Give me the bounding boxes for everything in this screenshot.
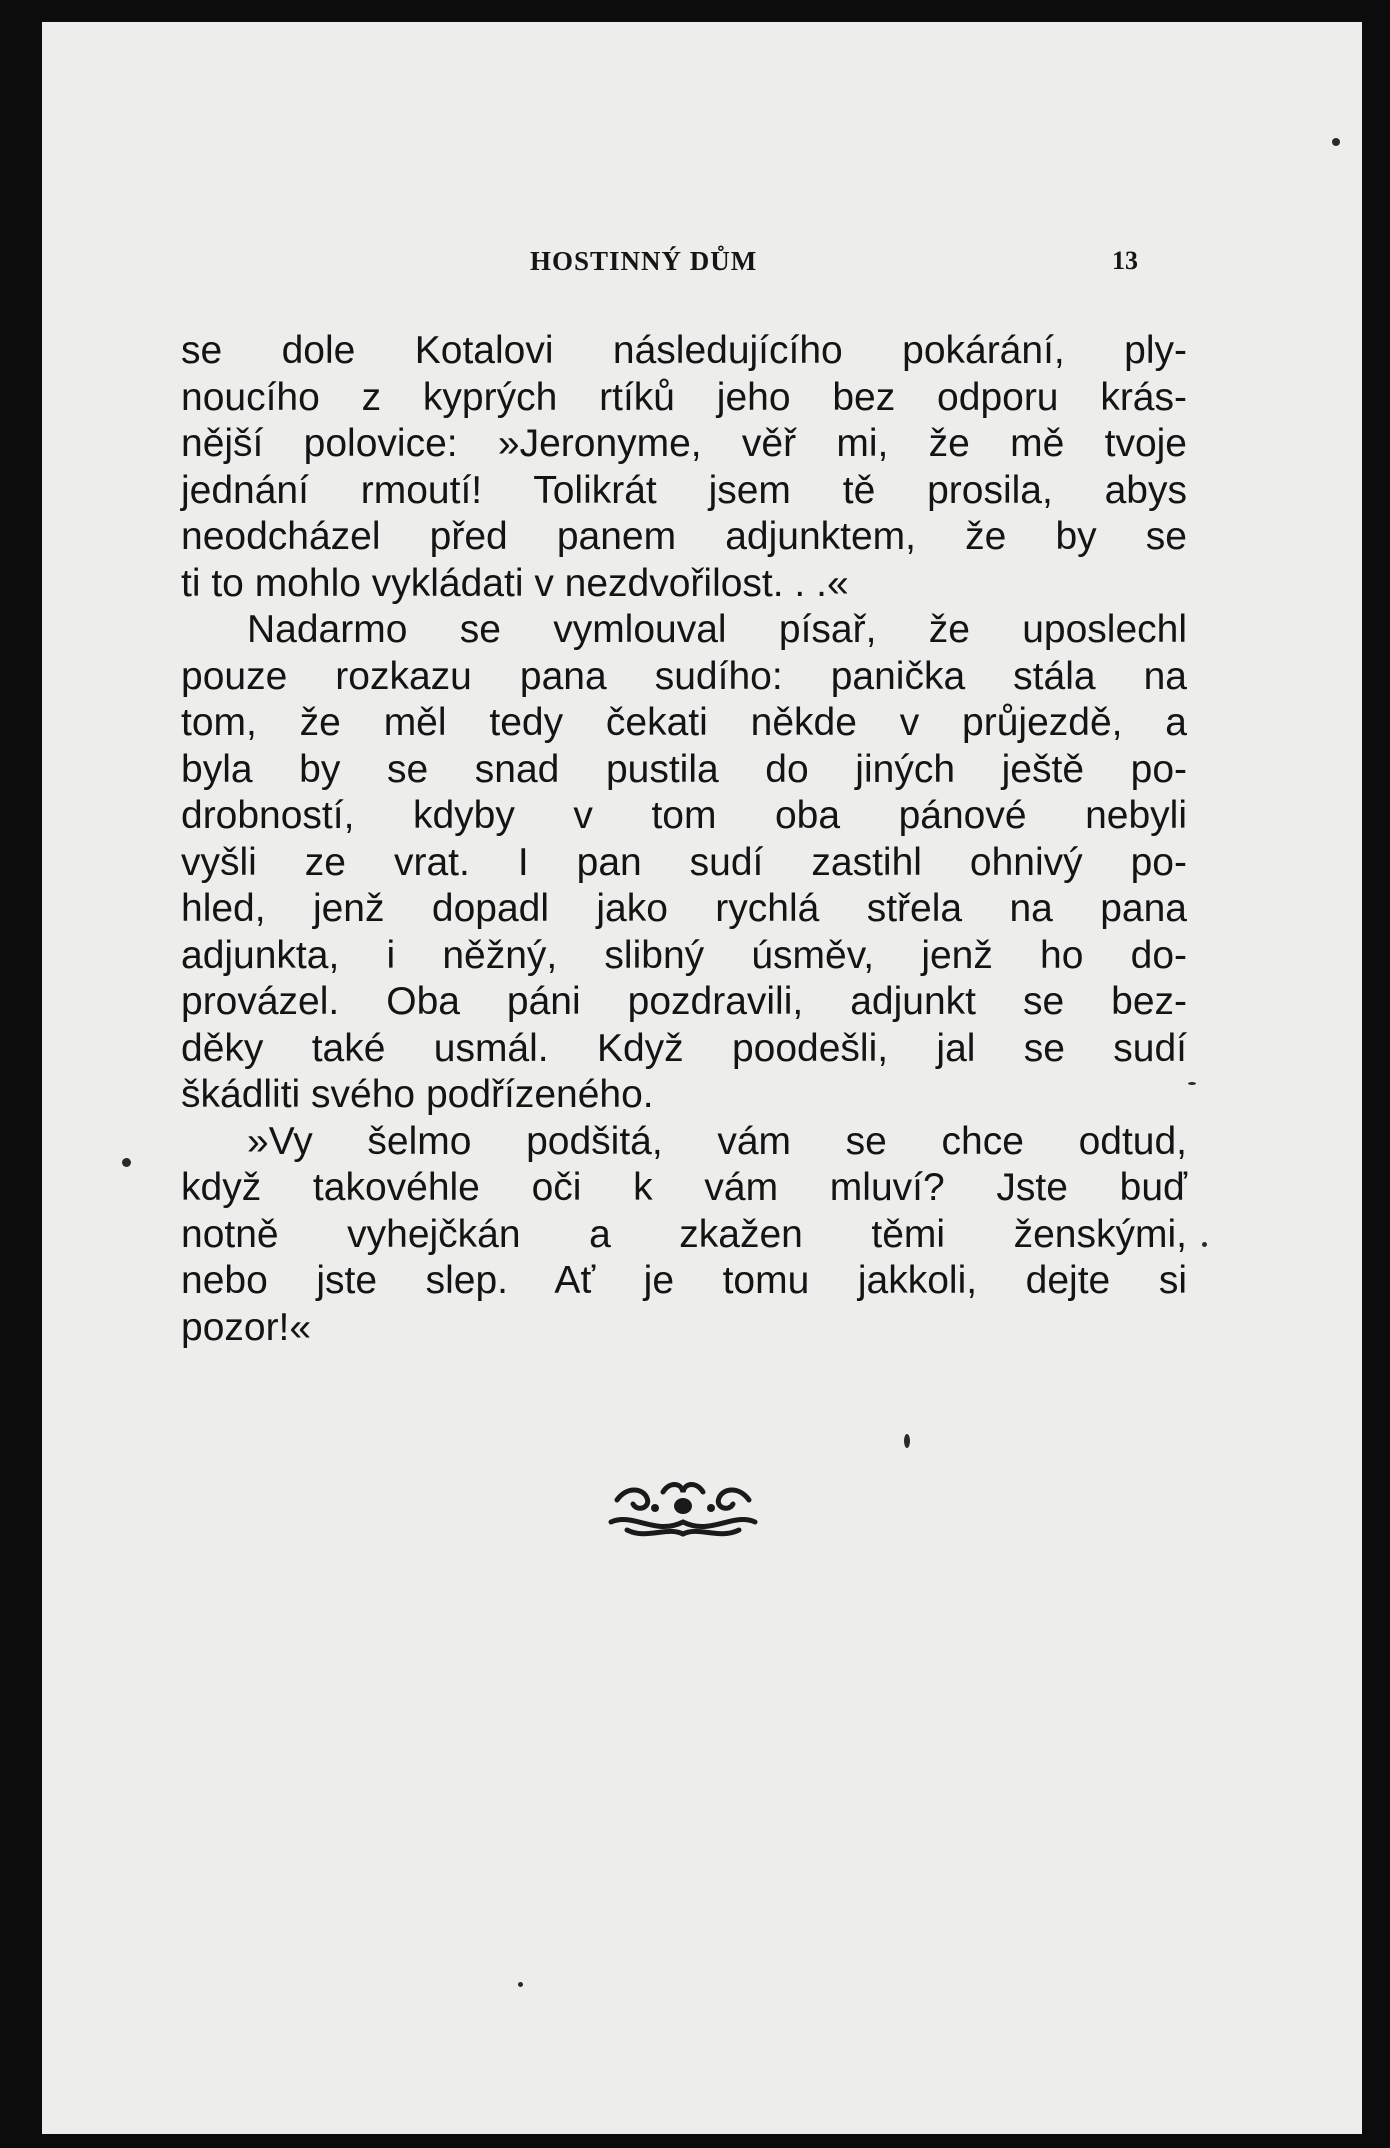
text-line: nější polovice: »Jeronyme, věř mi, že mě tvoje	[181, 422, 1187, 465]
dust-speck	[1202, 1242, 1207, 1247]
dust-speck	[518, 1982, 523, 1987]
text-line: byla by se snad pustila do jiných ještě po-	[181, 747, 1187, 791]
book-page	[42, 22, 1362, 2134]
running-head	[42, 246, 1362, 276]
decorative-ornament-icon	[603, 1478, 763, 1542]
text-line: Nadarmo se vymlouval písař, že uposlechl	[247, 608, 1187, 651]
text-line: pozor!«	[181, 1305, 312, 1349]
text-line: děky také usmál. Když poodešli, jal se sudí	[181, 1026, 1187, 1070]
paragraph-2	[181, 607, 1187, 1119]
paragraph-3	[181, 1119, 1187, 1352]
dust-speck	[904, 1434, 910, 1448]
text-line: tom, že měl tedy čekati někde v průjezdě, a	[181, 701, 1187, 744]
text-line: vyšli ze vrat. I pan sudí zastihl ohnivý po-	[181, 840, 1187, 884]
text-line: notně vyhejčkán a zkažen těmi ženskými,	[181, 1212, 1187, 1256]
text-line: se dole Kotalovi následujícího pokárání, ply-	[181, 329, 1187, 372]
text-line: nebo jste slep. Ať je tomu jakkoli, dejte si	[181, 1259, 1187, 1302]
text-line: škádliti svého podřízeného.	[181, 1073, 654, 1116]
body-text	[181, 328, 1187, 1351]
text-line: ti to mohlo vykládati v nezdvořilost. . .«	[181, 561, 849, 605]
text-line: provázel. Oba páni pozdravili, adjunkt se bez-	[181, 980, 1187, 1023]
paragraph-1	[181, 328, 1187, 607]
text-line: neodcházel před panem adjunktem, že by se	[181, 515, 1187, 558]
running-head-title: HOSTINNÝ DŮM	[530, 246, 758, 276]
text-line: když takovéhle oči k vám mluví? Jste buď	[181, 1166, 1187, 1209]
text-line: pouze rozkazu pana sudího: panička stála na	[181, 654, 1187, 698]
dust-speck	[1332, 138, 1340, 146]
dust-speck	[1188, 1082, 1196, 1085]
text-line: »Vy šelmo podšitá, vám se chce odtud,	[247, 1119, 1187, 1163]
text-line: adjunkta, i něžný, slibný úsměv, jenž ho do-	[181, 933, 1187, 977]
dust-speck	[122, 1158, 131, 1167]
text-line: jednání rmoutí! Tolikrát jsem tě prosila, abys	[181, 468, 1187, 512]
text-line: drobností, kdyby v tom oba pánové nebyli	[181, 794, 1187, 837]
text-line: hled, jenž dopadl jako rychlá střela na pana	[181, 887, 1187, 930]
text-line: noucího z kyprých rtíků jeho bez odporu krás-	[181, 375, 1187, 419]
page-number: 13	[1112, 246, 1138, 275]
